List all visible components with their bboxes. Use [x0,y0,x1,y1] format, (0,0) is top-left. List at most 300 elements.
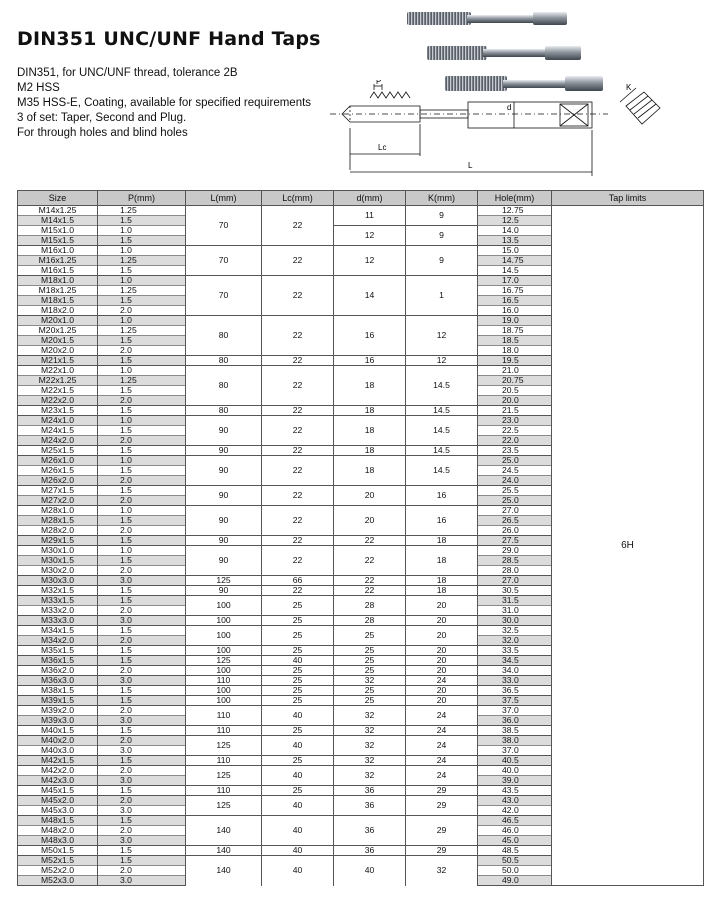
pitch-cell: 2.0 [98,566,186,576]
size-cell: M40x1.5 [18,726,98,736]
hole-cell: 36.0 [478,716,552,726]
hole-cell: 20.0 [478,396,552,406]
size-cell: M34x1.5 [18,626,98,636]
length-cell: 90 [186,546,262,576]
hole-cell: 32.0 [478,636,552,646]
length-cell: 80 [186,356,262,366]
size-cell: M52x3.0 [18,876,98,886]
hole-cell: 28.5 [478,556,552,566]
thread-length-cell: 40 [262,796,334,816]
square-cell: 14.5 [406,366,478,406]
pitch-cell: 1.5 [98,856,186,866]
pitch-cell: 1.5 [98,646,186,656]
length-cell: 110 [186,676,262,686]
table-header-row [18,191,704,206]
length-cell: 125 [186,766,262,786]
thread-length-cell: 22 [262,356,334,366]
size-cell: M16x1.25 [18,256,98,266]
shank-diameter-cell: 28 [334,596,406,616]
thread-length-cell: 22 [262,586,334,596]
shank-diameter-cell: 22 [334,546,406,576]
length-cell: 140 [186,846,262,856]
pitch-cell: 2.0 [98,826,186,836]
length-cell: 140 [186,856,262,886]
pitch-cell: 1.5 [98,696,186,706]
square-cell: 12 [406,316,478,356]
pitch-cell: 1.5 [98,236,186,246]
pitch-label: P [376,80,382,86]
length-cell: 100 [186,686,262,696]
size-cell: M18x2.0 [18,306,98,316]
length-cell: 100 [186,596,262,616]
length-cell: 90 [186,506,262,536]
size-cell: M35x1.5 [18,646,98,656]
size-cell: M48x2.0 [18,826,98,836]
size-cell: M39x1.5 [18,696,98,706]
hole-cell: 38.0 [478,736,552,746]
pitch-cell: 1.5 [98,656,186,666]
thread-length-cell: 22 [262,406,334,416]
shank-diameter-cell: 22 [334,576,406,586]
shank-diameter-cell: 25 [334,656,406,666]
size-cell: M45x3.0 [18,806,98,816]
shank-diameter-cell: 12 [334,246,406,276]
size-cell: M40x3.0 [18,746,98,756]
size-cell: M20x1.5 [18,336,98,346]
hole-cell: 14.0 [478,226,552,236]
square-cell: 32 [406,856,478,886]
hole-cell: 18.5 [478,336,552,346]
column-header-tap-limits: Tap limits [552,191,704,206]
size-cell: M28x1.5 [18,516,98,526]
hole-cell: 49.0 [478,876,552,886]
pitch-cell: 3.0 [98,576,186,586]
hole-cell: 46.5 [478,816,552,826]
size-cell: M39x3.0 [18,716,98,726]
square-cell: 20 [406,626,478,646]
pitch-cell: 1.25 [98,376,186,386]
hole-cell: 40.5 [478,756,552,766]
thread-length-cell: 25 [262,646,334,656]
hole-cell: 16.5 [478,296,552,306]
pitch-cell: 3.0 [98,746,186,756]
hole-cell: 28.0 [478,566,552,576]
shank-diameter-cell: 25 [334,666,406,676]
pitch-cell: 3.0 [98,716,186,726]
hole-cell: 25.5 [478,486,552,496]
pitch-cell: 1.0 [98,276,186,286]
thread-length-cell: 40 [262,656,334,666]
hole-cell: 40.0 [478,766,552,776]
pitch-cell: 2.0 [98,866,186,876]
hole-cell: 21.5 [478,406,552,416]
pitch-cell: 2.0 [98,636,186,646]
column-header-hole: Hole(mm) [478,191,552,206]
shank-diameter-cell: 16 [334,356,406,366]
size-cell: M36x3.0 [18,676,98,686]
size-cell: M30x2.0 [18,566,98,576]
square-cell: 18 [406,586,478,596]
pitch-cell: 1.5 [98,406,186,416]
square-cell: 20 [406,686,478,696]
pitch-cell: 1.5 [98,486,186,496]
length-cell: 80 [186,316,262,356]
pitch-cell: 1.5 [98,356,186,366]
length-cell: 90 [186,486,262,506]
size-cell: M45x2.0 [18,796,98,806]
hole-cell: 38.5 [478,726,552,736]
hole-cell: 31.5 [478,596,552,606]
hole-cell: 26.0 [478,526,552,536]
square-cell: 16 [406,486,478,506]
size-cell: M18x1.0 [18,276,98,286]
size-cell: M22x1.0 [18,366,98,376]
hole-cell: 18.0 [478,346,552,356]
size-cell: M22x2.0 [18,396,98,406]
thread-length-cell: 22 [262,276,334,316]
pitch-cell: 1.5 [98,296,186,306]
pitch-cell: 1.25 [98,256,186,266]
length-cell: 70 [186,276,262,316]
hole-cell: 50.5 [478,856,552,866]
hole-cell: 27.0 [478,576,552,586]
hole-cell: 37.0 [478,706,552,716]
column-header-pitch: P(mm) [98,191,186,206]
tap-dimension-diagram [330,80,670,180]
pitch-cell: 1.5 [98,426,186,436]
length-cell: 110 [186,706,262,726]
pitch-cell: 1.5 [98,336,186,346]
description-line: 3 of set: Taper, Second and Plug. [17,112,187,124]
pitch-cell: 3.0 [98,676,186,686]
description-line: For through holes and blind holes [17,127,188,139]
size-cell: M48x3.0 [18,836,98,846]
pitch-cell: 1.5 [98,446,186,456]
pitch-cell: 1.0 [98,416,186,426]
thread-length-cell: 40 [262,706,334,726]
size-cell: M28x2.0 [18,526,98,536]
size-cell: M45x1.5 [18,786,98,796]
pitch-cell: 3.0 [98,806,186,816]
description-line: M35 HSS-E, Coating, available for specified requirements [17,97,312,109]
hole-cell: 20.75 [478,376,552,386]
pitch-cell: 2.0 [98,796,186,806]
pitch-cell: 1.0 [98,226,186,236]
size-cell: M42x2.0 [18,766,98,776]
length-cell: 90 [186,416,262,446]
hole-cell: 13.5 [478,236,552,246]
square-cell: 24 [406,736,478,756]
size-cell: M18x1.5 [18,296,98,306]
pitch-cell: 1.5 [98,786,186,796]
shank-diameter-cell: 20 [334,506,406,536]
pitch-cell: 2.0 [98,346,186,356]
hole-cell: 18.75 [478,326,552,336]
shank-diameter-cell: 25 [334,646,406,656]
column-header-length: L(mm) [186,191,262,206]
square-cell: 20 [406,696,478,706]
hole-cell: 29.0 [478,546,552,556]
square-cell: 9 [406,226,478,246]
pitch-cell: 1.5 [98,536,186,546]
shank-diameter-cell: 36 [334,786,406,796]
square-cell: 24 [406,676,478,686]
length-cell: 100 [186,626,262,646]
hole-cell: 12.75 [478,206,552,216]
hole-cell: 26.5 [478,516,552,526]
description-line: DIN351, for UNC/UNF thread, tolerance 2B [17,67,238,79]
hole-cell: 34.5 [478,656,552,666]
pitch-cell: 2.0 [98,736,186,746]
pitch-cell: 2.0 [98,476,186,486]
shank-diameter-cell: 25 [334,686,406,696]
square-cell: 12 [406,356,478,366]
pitch-cell: 2.0 [98,606,186,616]
pitch-cell: 1.0 [98,506,186,516]
square-cell: 9 [406,246,478,276]
hole-cell: 12.5 [478,216,552,226]
shank-diameter-cell: 22 [334,536,406,546]
hole-cell: 16.75 [478,286,552,296]
hole-cell: 22.0 [478,436,552,446]
length-cell: 125 [186,796,262,816]
hole-cell: 37.0 [478,746,552,756]
size-cell: M30x3.0 [18,576,98,586]
pitch-cell: 1.5 [98,726,186,736]
hole-cell: 48.5 [478,846,552,856]
shank-diameter-cell: 32 [334,756,406,766]
pitch-cell: 1.5 [98,556,186,566]
length-cell: 80 [186,366,262,406]
square-cell: 20 [406,656,478,666]
hole-cell: 27.5 [478,536,552,546]
pitch-cell: 1.0 [98,546,186,556]
size-cell: M15x1.5 [18,236,98,246]
shank-diameter-cell: 18 [334,446,406,456]
length-cell: 125 [186,656,262,666]
thread-length-cell: 25 [262,686,334,696]
length-cell: 110 [186,786,262,796]
size-cell: M20x2.0 [18,346,98,356]
hole-cell: 37.5 [478,696,552,706]
pitch-cell: 1.5 [98,626,186,636]
square-cell: 9 [406,206,478,226]
size-cell: M24x2.0 [18,436,98,446]
hole-cell: 33.0 [478,676,552,686]
shank-diameter-cell: 32 [334,676,406,686]
pitch-cell: 1.5 [98,586,186,596]
hole-cell: 25.0 [478,496,552,506]
pitch-cell: 2.0 [98,666,186,676]
size-cell: M24x1.0 [18,416,98,426]
shank-diameter-cell: 36 [334,796,406,816]
hole-cell: 31.0 [478,606,552,616]
size-cell: M27x2.0 [18,496,98,506]
shank-diameter-cell: 40 [334,856,406,886]
square-cell: 14.5 [406,416,478,446]
pitch-cell: 1.5 [98,686,186,696]
size-cell: M36x2.0 [18,666,98,676]
size-cell: M29x1.5 [18,536,98,546]
tap-second [427,46,581,60]
shank-diameter-cell: 36 [334,846,406,856]
shank-diameter-cell: 16 [334,316,406,356]
size-cell: M15x1.0 [18,226,98,236]
pitch-cell: 1.5 [98,756,186,766]
size-cell: M33x2.0 [18,606,98,616]
size-cell: M16x1.0 [18,246,98,256]
thread-length-cell: 22 [262,246,334,276]
pitch-cell: 1.25 [98,206,186,216]
size-cell: M20x1.25 [18,326,98,336]
pitch-cell: 3.0 [98,616,186,626]
size-cell: M18x1.25 [18,286,98,296]
pitch-cell: 1.5 [98,386,186,396]
square-cell: 20 [406,666,478,676]
thread-length-cell: 25 [262,726,334,736]
hole-cell: 23.0 [478,416,552,426]
size-cell: M40x2.0 [18,736,98,746]
thread-length-cell: 22 [262,456,334,486]
square-cell: 24 [406,766,478,786]
hole-cell: 33.5 [478,646,552,656]
size-cell: M52x2.0 [18,866,98,876]
thread-length-cell: 22 [262,366,334,406]
size-cell: M20x1.0 [18,316,98,326]
square-cell: 16 [406,506,478,536]
pitch-cell: 2.0 [98,766,186,776]
shank-diameter-cell: 32 [334,766,406,786]
hole-cell: 16.0 [478,306,552,316]
square-cell: 1 [406,276,478,316]
size-cell: M52x1.5 [18,856,98,866]
size-cell: M14x1.5 [18,216,98,226]
length-cell: 125 [186,736,262,756]
thread-length-cell: 25 [262,676,334,686]
size-cell: M28x1.0 [18,506,98,516]
column-header-thread-length: Lc(mm) [262,191,334,206]
length-cell: 125 [186,576,262,586]
length-cell: 100 [186,696,262,706]
size-cell: M33x3.0 [18,616,98,626]
length-cell: 110 [186,756,262,766]
thread-length-cell: 22 [262,486,334,506]
square-cell: 18 [406,546,478,576]
shank-diameter-cell: 20 [334,486,406,506]
square-cell: 24 [406,706,478,726]
shank-diameter-cell: 18 [334,406,406,416]
shank-diameter-cell: 32 [334,706,406,726]
hole-cell: 23.5 [478,446,552,456]
hole-cell: 14.75 [478,256,552,266]
thread-length-cell: 22 [262,536,334,546]
size-cell: M22x1.25 [18,376,98,386]
thread-length-cell: 25 [262,756,334,766]
thread-length-cell: 40 [262,766,334,786]
thread-length-cell: 25 [262,786,334,796]
size-cell: M36x1.5 [18,656,98,666]
thread-length-cell: 25 [262,696,334,706]
square-cell: 18 [406,536,478,546]
column-header-size: Size [18,191,98,206]
size-cell: M22x1.5 [18,386,98,396]
pitch-cell: 2.0 [98,396,186,406]
shank-diameter-cell: 11 [334,206,406,226]
pitch-cell: 3.0 [98,876,186,886]
square-cell: 24 [406,756,478,766]
hole-cell: 27.0 [478,506,552,516]
thread-length-label: Lc [378,143,387,152]
hole-cell: 46.0 [478,826,552,836]
shank-diameter-cell: 32 [334,726,406,736]
length-cell: 90 [186,456,262,486]
square-cell: 29 [406,816,478,846]
hole-cell: 21.0 [478,366,552,376]
hole-cell: 24.0 [478,476,552,486]
hole-cell: 24.5 [478,466,552,476]
pitch-cell: 1.0 [98,456,186,466]
pitch-cell: 3.0 [98,836,186,846]
pitch-cell: 2.0 [98,496,186,506]
hole-cell: 20.5 [478,386,552,396]
square-cell: 20 [406,646,478,656]
pitch-cell: 1.0 [98,366,186,376]
pitch-cell: 1.25 [98,326,186,336]
table-body [18,206,704,886]
pitch-cell: 1.5 [98,516,186,526]
length-cell: 70 [186,206,262,246]
square-cell: 14.5 [406,456,478,486]
hole-cell: 22.5 [478,426,552,436]
hole-cell: 17.0 [478,276,552,286]
size-cell: M38x1.5 [18,686,98,696]
thread-length-cell: 22 [262,546,334,576]
hole-cell: 30.5 [478,586,552,596]
shank-diameter-cell: 25 [334,626,406,646]
size-cell: M24x1.5 [18,426,98,436]
hole-cell: 34.0 [478,666,552,676]
hole-cell: 45.0 [478,836,552,846]
square-cell: 20 [406,616,478,626]
shank-diameter-cell: 12 [334,226,406,246]
hole-cell: 43.5 [478,786,552,796]
shank-diameter-cell: 18 [334,416,406,446]
length-cell: 90 [186,536,262,546]
thread-length-cell: 25 [262,626,334,646]
hole-cell: 36.5 [478,686,552,696]
square-cell: 24 [406,726,478,736]
pitch-cell: 1.25 [98,286,186,296]
pitch-cell: 1.5 [98,846,186,856]
thread-length-cell: 22 [262,506,334,536]
hole-cell: 43.0 [478,796,552,806]
product-description [17,66,311,141]
shank-diameter-cell: 28 [334,616,406,626]
specification-table [17,190,704,886]
length-cell: 70 [186,246,262,276]
size-cell: M39x2.0 [18,706,98,716]
hole-cell: 50.0 [478,866,552,876]
thread-length-cell: 40 [262,816,334,846]
length-cell: 80 [186,406,262,416]
shank-diameter-cell: 32 [334,736,406,756]
length-cell: 90 [186,586,262,596]
size-cell: M21x1.5 [18,356,98,366]
size-cell: M32x1.5 [18,586,98,596]
shank-diameter-cell: 36 [334,816,406,846]
page-title: DIN351 UNC/UNF Hand Taps [17,28,321,50]
size-cell: M26x1.5 [18,466,98,476]
